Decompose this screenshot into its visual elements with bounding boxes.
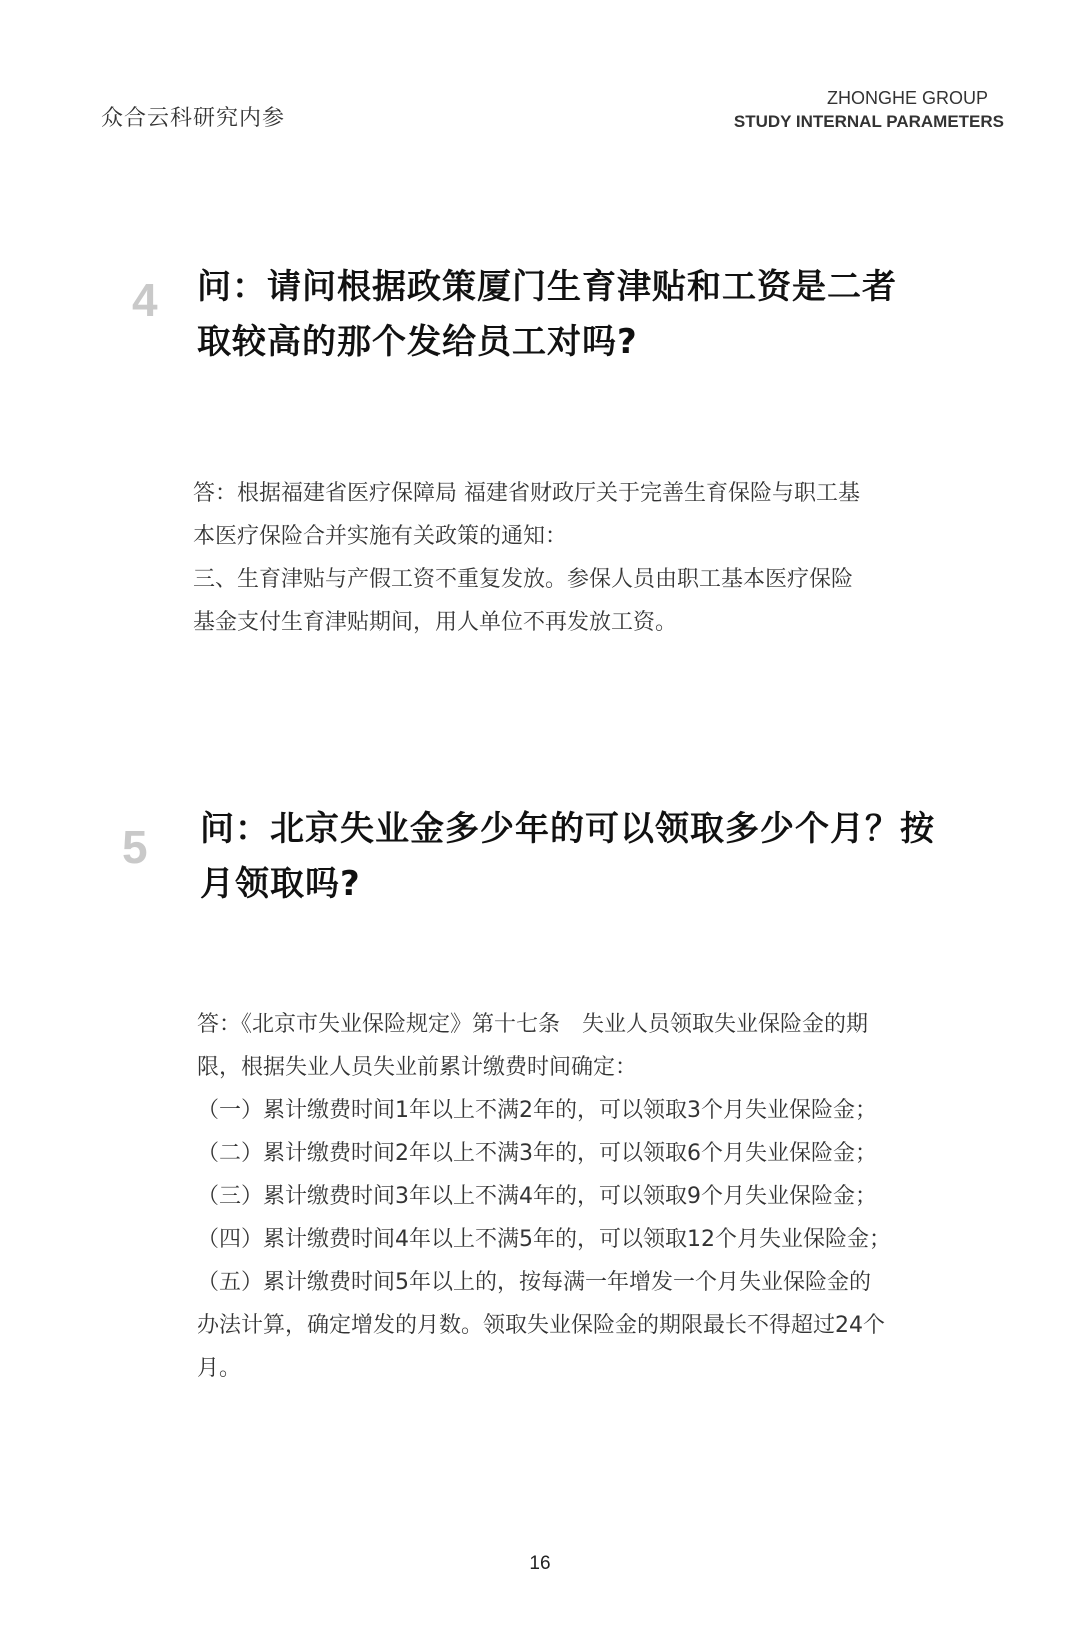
answer-line: 限，根据失业人员失业前累计缴费时间确定： (197, 1055, 638, 1080)
item-number: 5 (122, 821, 148, 873)
brand-name-cn: 众合云科研究内参 (101, 106, 286, 131)
answer-body (193, 472, 860, 644)
answer-line: （四）累计缴费时间4年以上不满5年的，可以领取12个月失业保险金； (197, 1227, 891, 1252)
answer-line: （一）累计缴费时间1年以上不满2年的，可以领取3个月失业保险金； (197, 1098, 877, 1123)
answer-line: 三、生育津贴与产假工资不重复发放。参保人员由职工基本医疗保险 (193, 567, 854, 592)
answer-line: 办法计算，确定增发的月数。领取失业保险金的期限最长不得超过24个 (197, 1313, 885, 1338)
brand-en-line1: ZHONGHE GROUP (826, 88, 988, 108)
brand-en-line2: STUDY INTERNAL PARAMETERS (733, 112, 1004, 131)
question-line: 月领取吗? (200, 864, 361, 904)
question-heading (200, 802, 935, 912)
item-number: 4 (132, 274, 158, 326)
question-line: 问：请问根据政策厦门生育津贴和工资是二者 (197, 267, 897, 307)
answer-body (197, 1003, 891, 1390)
answer-line: （二）累计缴费时间2年以上不满3年的，可以领取6个月失业保险金； (197, 1141, 877, 1166)
question-heading (197, 260, 897, 370)
page-number: 16 (529, 1553, 551, 1574)
answer-line: （五）累计缴费时间5年以上的，按每满一年增发一个月失业保险金的 (197, 1270, 871, 1295)
brand-name-en (734, 86, 1004, 134)
question-line: 问：北京失业金多少年的可以领取多少个月？按 (200, 809, 935, 849)
answer-line: 月。 (197, 1356, 242, 1381)
answer-line: 答：《北京市失业保险规定》第十七条 失业人员领取失业保险金的期 (197, 1012, 869, 1037)
answer-line: 本医疗保险合并实施有关政策的通知： (193, 524, 568, 549)
answer-line: 答：根据福建省医疗保障局 福建省财政厅关于完善生育保险与职工基 (193, 481, 860, 506)
answer-line: （三）累计缴费时间3年以上不满4年的，可以领取9个月失业保险金； (197, 1184, 877, 1209)
answer-line: 基金支付生育津贴期间，用人单位不再发放工资。 (193, 610, 678, 635)
question-line: 取较高的那个发给员工对吗? (197, 322, 638, 362)
